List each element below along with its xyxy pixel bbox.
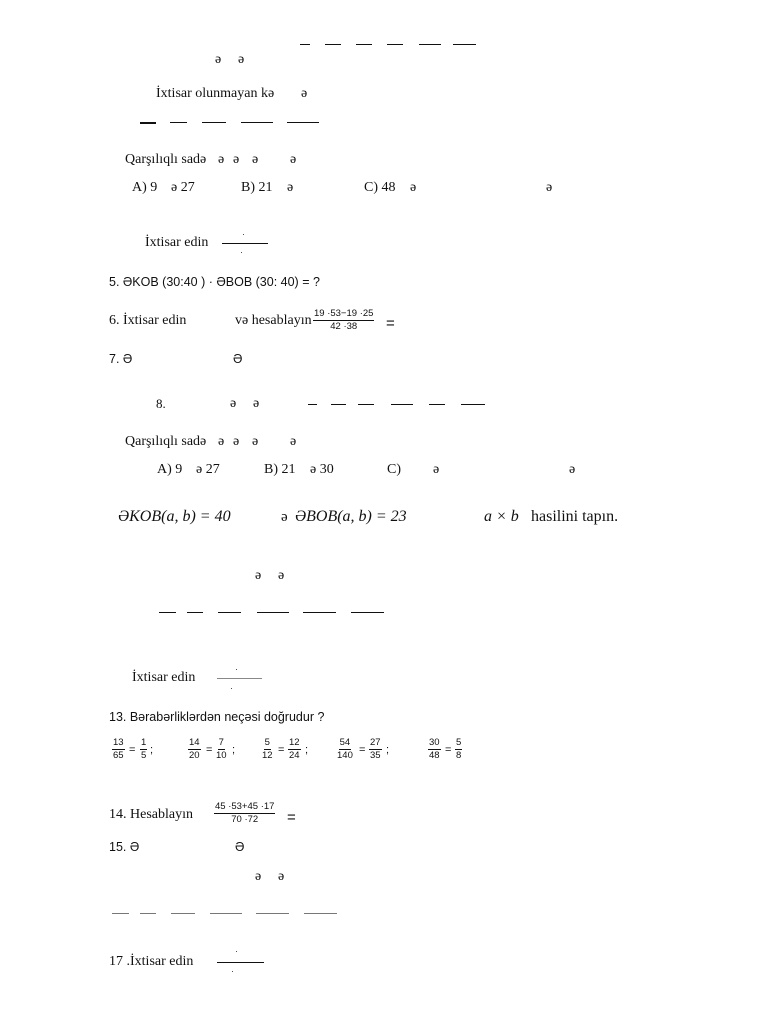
fraction [455, 738, 462, 761]
fraction-numerator: 13 [113, 737, 124, 748]
option-c: C) [387, 462, 401, 477]
math-expression: ƏKOB(a, b) = 40 [118, 508, 231, 525]
equals-sign: = [445, 744, 452, 756]
fraction-denominator: 65 [113, 749, 124, 761]
schwa-glyph: ə [238, 52, 245, 67]
fraction [262, 738, 273, 761]
option-a: A) 9 [132, 180, 158, 195]
fraction-denominator: 48 [429, 749, 440, 761]
question-text: 17 .İxtisar edin [109, 954, 194, 969]
question-text: 15. Ə [109, 840, 140, 854]
fraction [369, 738, 382, 761]
fraction [288, 738, 301, 761]
option-a-value: ə 27 [196, 462, 220, 477]
question-text: İxtisar edin [132, 670, 196, 685]
fraction-numerator: 14 [189, 737, 200, 748]
fraction-dot [241, 252, 242, 253]
option-c-value: ə [433, 462, 440, 477]
fraction-denominator: 42 ·38 [330, 320, 358, 332]
question-text: İxtisar edin [145, 235, 209, 250]
fraction-numerator: 30 [429, 737, 440, 748]
equals-sign: = [129, 744, 136, 756]
equals-sign: = [386, 315, 395, 332]
schwa-glyph: ə [278, 568, 285, 583]
fraction [140, 738, 147, 761]
option-b: B) 21 [264, 462, 296, 477]
question-text: Qarşılıqlı sadə [125, 152, 207, 167]
fraction [313, 309, 374, 332]
question-text: 6. İxtisar edin [109, 313, 187, 328]
fraction-line [217, 962, 264, 963]
option-a-value: ə 27 [171, 180, 195, 195]
fraction [112, 738, 125, 761]
fraction-denominator: 140 [337, 749, 353, 761]
separator: ; [150, 744, 154, 756]
fraction-denominator: 10 [216, 749, 227, 761]
schwa-glyph: ə [252, 434, 259, 449]
option-a: A) 9 [157, 462, 183, 477]
schwa-glyph: ə [252, 152, 259, 167]
fraction [188, 738, 201, 761]
schwa-glyph: ə [546, 180, 553, 195]
fraction-dot [243, 234, 244, 235]
fraction-numerator: 27 [370, 737, 381, 748]
fraction [214, 802, 275, 825]
separator: ; [305, 744, 309, 756]
fraction-numerator: 19 ·53−19 ·25 [314, 308, 374, 319]
question-number: 8. [156, 396, 166, 411]
fraction-denominator: 70 ·72 [231, 813, 259, 825]
question-text: və hesablayın [235, 313, 312, 328]
schwa-glyph: ə [253, 396, 260, 411]
option-c-value: ə [410, 180, 417, 195]
schwa-glyph: ə [255, 869, 262, 884]
math-expression: ƏBOB(a, b) = 23 [295, 508, 407, 525]
question-text: 5. ƏKOB (30:40 ) · ƏBOB (30: 40) = ? [109, 275, 320, 289]
schwa-glyph: ə [233, 152, 240, 167]
equals-sign: = [206, 744, 213, 756]
schwa-glyph: Ə [235, 840, 245, 854]
fraction-numerator: 5 [264, 737, 270, 748]
schwa-glyph: ə [290, 152, 297, 167]
fraction-dot [231, 688, 232, 689]
separator: ; [232, 744, 236, 756]
question-text: İxtisar olunmayan kə [156, 86, 275, 101]
fraction-denominator: 35 [370, 749, 381, 761]
schwa-glyph: ə [569, 462, 576, 477]
fraction-line [217, 678, 262, 679]
separator: ; [386, 744, 390, 756]
equals-sign: = [359, 744, 366, 756]
option-b-value: ə [287, 180, 294, 195]
fraction [337, 738, 353, 761]
schwa-glyph: ə [215, 52, 222, 67]
fraction-numerator: 5 [456, 737, 462, 748]
question-text: Qarşılıqlı sadə [125, 434, 207, 449]
fraction-denominator: 24 [289, 749, 300, 761]
schwa-glyph: ə [218, 152, 225, 167]
schwa-glyph: ə [233, 434, 240, 449]
question-text: 14. Hesablayın [109, 807, 193, 822]
schwa-glyph: ə [281, 509, 288, 525]
equals-sign: = [278, 744, 285, 756]
schwa-glyph: ə [218, 434, 225, 449]
fraction-dot [236, 951, 237, 952]
fraction-numerator: 45 ·53+45 ·17 [215, 801, 275, 812]
fraction-denominator: 8 [456, 749, 462, 761]
fraction-dot [232, 971, 233, 972]
schwa-glyph: ə [230, 396, 237, 411]
fraction-numerator: 54 [339, 737, 351, 748]
fraction-denominator: 5 [141, 749, 147, 761]
question-text: 13. Bərabərliklərdən neçəsi doğrudur ? [109, 710, 325, 724]
equals-sign: = [287, 809, 296, 826]
fraction-denominator: 20 [189, 749, 200, 761]
fraction-line [222, 243, 268, 244]
fraction-numerator: 1 [141, 737, 147, 748]
fraction [428, 738, 441, 761]
fraction-denominator: 12 [262, 749, 273, 761]
schwa-glyph: Ə [233, 352, 243, 366]
fraction-dot [236, 669, 237, 670]
question-text: 7. Ə [109, 352, 133, 366]
option-b: B) 21 [241, 180, 273, 195]
question-text: hasilini tapın. [531, 508, 619, 525]
option-b-value: ə 30 [310, 462, 334, 477]
schwa-glyph: ə [290, 434, 297, 449]
fraction [216, 738, 227, 761]
schwa-glyph: ə [301, 86, 308, 101]
schwa-glyph: ə [255, 568, 262, 583]
fraction-numerator: 7 [218, 737, 224, 748]
math-expression: a × b [484, 508, 519, 525]
option-c: C) 48 [364, 180, 396, 195]
schwa-glyph: ə [278, 869, 285, 884]
fraction-numerator: 12 [289, 737, 300, 748]
